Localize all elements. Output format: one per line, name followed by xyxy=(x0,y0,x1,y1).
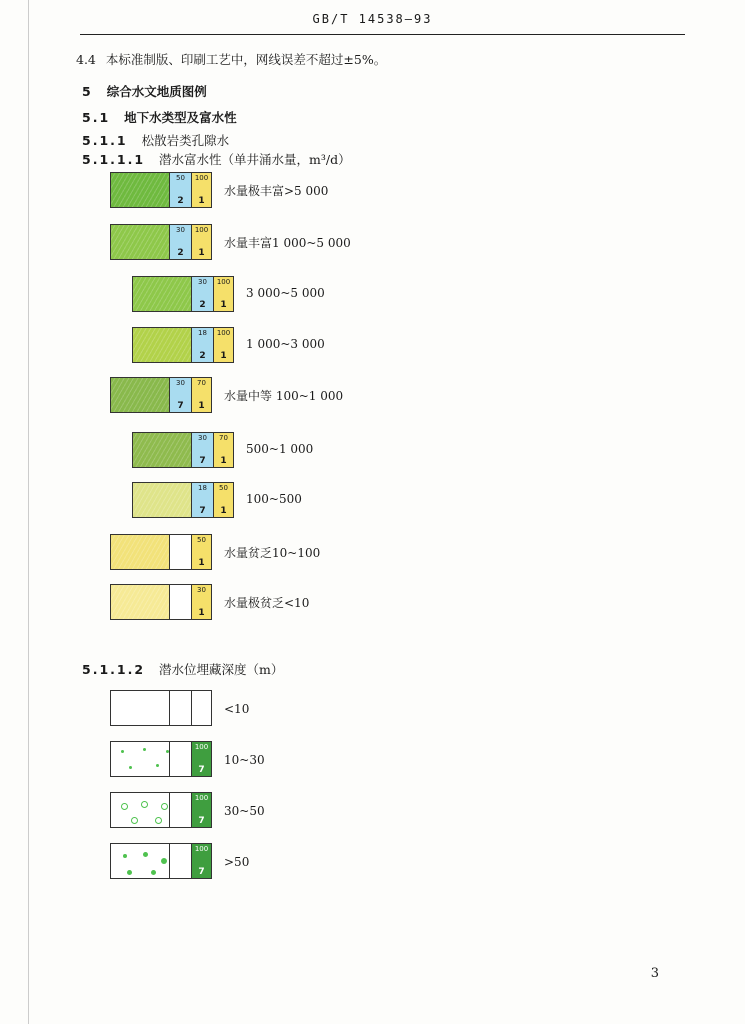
richness-label: 水量极丰富>5 000 xyxy=(224,184,329,198)
symbol-cell xyxy=(169,793,191,827)
richness-color-field xyxy=(133,483,191,517)
depth-symbol xyxy=(110,792,212,828)
cell-top-value: 30 xyxy=(198,278,207,286)
symbol-cell xyxy=(191,328,213,362)
clause-4-4 xyxy=(76,50,386,68)
richness-label: 100~500 xyxy=(246,492,302,506)
cell-top-value: 50 xyxy=(176,174,185,182)
cell-top-value: 100 xyxy=(216,278,231,286)
richness-label: 水量中等 100~1 000 xyxy=(224,389,344,403)
cell-top-value: 100 xyxy=(194,794,209,802)
depth-pattern-field xyxy=(111,793,169,827)
pattern-dot xyxy=(151,870,156,875)
pattern-dot xyxy=(127,870,132,875)
pattern-dot xyxy=(156,764,159,767)
pattern-dot xyxy=(129,766,132,769)
pattern-dot xyxy=(166,750,169,753)
symbol-cell xyxy=(169,691,191,725)
cell-bottom-value: 1 xyxy=(220,351,227,361)
symbol-cell xyxy=(191,378,211,412)
richness-symbol xyxy=(110,224,212,260)
richness-symbol xyxy=(132,482,234,518)
cell-top-value: 30 xyxy=(197,586,206,594)
section-title: 地下水类型及富水性 xyxy=(124,110,237,125)
richness-color-field xyxy=(111,378,169,412)
section-number: 5.1.1.2 xyxy=(82,662,146,677)
depth-pattern-field xyxy=(111,691,169,725)
richness-color-field xyxy=(133,277,191,311)
depth-label: >50 xyxy=(224,855,250,869)
clause-number: 4.4 xyxy=(76,52,96,67)
section-5-1-1-1-heading xyxy=(82,150,351,168)
symbol-cell xyxy=(191,793,211,827)
section-number: 5 xyxy=(82,84,93,99)
depth-symbol xyxy=(110,690,212,726)
symbol-cell xyxy=(191,844,211,878)
page-edge-line xyxy=(28,0,29,1024)
cell-bottom-value: 7 xyxy=(198,867,205,877)
symbol-cell xyxy=(169,173,191,207)
cell-bottom-value: 7 xyxy=(198,765,205,775)
symbol-cell xyxy=(213,277,233,311)
pattern-dot xyxy=(143,748,146,751)
symbol-cell xyxy=(191,433,213,467)
pattern-dot xyxy=(143,852,148,857)
section-title: 松散岩类孔隙水 xyxy=(141,133,230,148)
pattern-dot xyxy=(141,801,148,808)
symbol-cell xyxy=(213,433,233,467)
cell-bottom-value: 1 xyxy=(198,196,205,206)
cell-top-value: 30 xyxy=(198,434,207,442)
symbol-cell xyxy=(213,328,233,362)
symbol-cell xyxy=(169,585,191,619)
richness-label: 水量极贫乏<10 xyxy=(224,596,310,610)
section-number: 5.1 xyxy=(82,110,111,125)
cell-top-value: 70 xyxy=(197,379,206,387)
clause-text: 本标准制版、印刷工艺中，网线误差不超过±5%。 xyxy=(105,52,387,67)
depth-symbol xyxy=(110,843,212,879)
cell-top-value: 30 xyxy=(176,379,185,387)
cell-top-value: 100 xyxy=(194,174,209,182)
section-5-1-1-2-heading xyxy=(82,660,283,678)
richness-symbol xyxy=(110,534,212,570)
section-number: 5.1.1 xyxy=(82,133,128,148)
richness-color-field xyxy=(111,225,169,259)
richness-color-field xyxy=(133,433,191,467)
cell-bottom-value: 1 xyxy=(220,300,227,310)
pattern-dot xyxy=(155,817,162,824)
cell-bottom-value: 2 xyxy=(199,351,206,361)
cell-bottom-value: 1 xyxy=(198,608,205,618)
richness-symbol xyxy=(132,276,234,312)
cell-bottom-value: 1 xyxy=(198,401,205,411)
cell-bottom-value: 7 xyxy=(177,401,184,411)
cell-top-value: 50 xyxy=(219,484,228,492)
cell-top-value: 100 xyxy=(194,845,209,853)
richness-color-field xyxy=(111,535,169,569)
symbol-cell xyxy=(191,535,211,569)
standard-code-header: GB/T 14538—93 xyxy=(312,12,433,26)
richness-symbol xyxy=(132,327,234,363)
cell-top-value: 100 xyxy=(194,226,209,234)
cell-bottom-value: 7 xyxy=(199,456,206,466)
symbol-cell xyxy=(213,483,233,517)
cell-top-value: 100 xyxy=(216,329,231,337)
symbol-cell xyxy=(191,173,211,207)
section-title: 潜水富水性（单井涌水量，m³/d） xyxy=(159,152,351,167)
depth-pattern-field xyxy=(111,844,169,878)
richness-color-field xyxy=(111,585,169,619)
depth-label: 30~50 xyxy=(224,804,265,818)
symbol-cell xyxy=(169,844,191,878)
section-title: 综合水文地质图例 xyxy=(106,84,207,99)
richness-symbol xyxy=(110,377,212,413)
richness-label: 1 000~3 000 xyxy=(246,337,325,351)
page-number: 3 xyxy=(650,966,659,981)
richness-symbol xyxy=(110,584,212,620)
pattern-dot xyxy=(161,858,167,864)
cell-bottom-value: 7 xyxy=(198,816,205,826)
cell-bottom-value: 1 xyxy=(198,558,205,568)
cell-bottom-value: 2 xyxy=(199,300,206,310)
symbol-cell xyxy=(169,535,191,569)
symbol-cell xyxy=(191,691,211,725)
pattern-dot xyxy=(131,817,138,824)
cell-top-value: 50 xyxy=(197,536,206,544)
pattern-dot xyxy=(121,803,128,810)
depth-symbol xyxy=(110,741,212,777)
cell-top-value: 18 xyxy=(198,484,207,492)
richness-color-field xyxy=(133,328,191,362)
cell-top-value: 30 xyxy=(176,226,185,234)
section-title: 潜水位埋藏深度（m） xyxy=(159,662,284,677)
symbol-cell xyxy=(169,742,191,776)
section-5-1-heading xyxy=(82,108,237,126)
symbol-cell xyxy=(169,225,191,259)
cell-top-value: 70 xyxy=(219,434,228,442)
cell-top-value: 100 xyxy=(194,743,209,751)
richness-symbol xyxy=(132,432,234,468)
pattern-dot xyxy=(123,854,127,858)
richness-label: 3 000~5 000 xyxy=(246,286,325,300)
symbol-cell xyxy=(191,742,211,776)
symbol-cell xyxy=(191,585,211,619)
richness-label: 水量丰富1 000~5 000 xyxy=(224,236,351,250)
section-5-heading xyxy=(82,82,207,100)
richness-color-field xyxy=(111,173,169,207)
richness-label: 500~1 000 xyxy=(246,442,314,456)
cell-bottom-value: 1 xyxy=(198,248,205,258)
depth-label: <10 xyxy=(224,702,250,716)
cell-bottom-value: 7 xyxy=(199,506,206,516)
cell-bottom-value: 2 xyxy=(177,196,184,206)
symbol-cell xyxy=(191,483,213,517)
symbol-cell xyxy=(191,277,213,311)
depth-label: 10~30 xyxy=(224,753,265,767)
section-number: 5.1.1.1 xyxy=(82,152,146,167)
header-rule xyxy=(80,34,685,35)
cell-top-value: 18 xyxy=(198,329,207,337)
depth-pattern-field xyxy=(111,742,169,776)
richness-symbol xyxy=(110,172,212,208)
pattern-dot xyxy=(121,750,124,753)
cell-bottom-value: 1 xyxy=(220,456,227,466)
symbol-cell xyxy=(169,378,191,412)
cell-bottom-value: 1 xyxy=(220,506,227,516)
pattern-dot xyxy=(161,803,168,810)
section-5-1-1-heading xyxy=(82,131,229,149)
cell-bottom-value: 2 xyxy=(177,248,184,258)
symbol-cell xyxy=(191,225,211,259)
richness-label: 水量贫乏10~100 xyxy=(224,546,321,560)
